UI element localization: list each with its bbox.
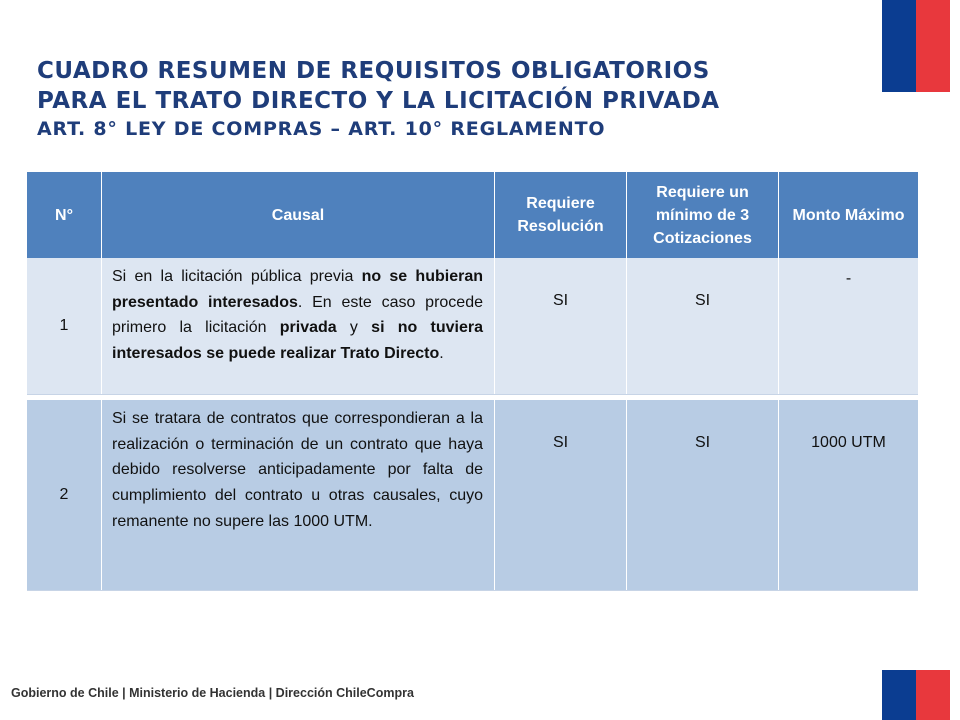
row-num: 2: [27, 400, 102, 590]
causal-bold-text: si no tuviera interesados se puede realizar Trato Directo: [112, 319, 484, 363]
page-title: [37, 56, 877, 142]
header-causal: Causal: [102, 172, 495, 258]
causal-bold-text: no se hubieran presentado interesados: [112, 268, 483, 311]
row-cotizaciones: SI: [627, 400, 779, 590]
row-cotizaciones: SI: [627, 258, 779, 394]
chile-flag-bottom: [882, 670, 950, 720]
header-monto: Monto Máximo: [792, 206, 905, 224]
row-monto: 1000 UTM: [811, 434, 886, 451]
causal-text: . En este caso procede primero la licitación: [112, 293, 484, 337]
table-row: [27, 400, 918, 591]
row-causal: [102, 258, 495, 394]
chile-flag-top: [882, 0, 950, 92]
requirements-table: [27, 172, 918, 591]
row-monto: -: [845, 270, 852, 287]
causal-text: y: [336, 319, 372, 337]
row-resolucion: SI: [495, 400, 627, 590]
row-resolucion: SI: [495, 258, 627, 394]
header-num: N°: [27, 172, 102, 258]
causal-text: .: [439, 345, 444, 363]
flag-red-stripe: [916, 670, 950, 720]
table-row: [27, 258, 918, 395]
row-causal: Si se tratara de contratos que correspondieran a la realización o terminación de un contrato que haya debido resolverse anticipadamente por falta de cumplimiento del contrato u otras causales, cuyo remanente no supere las 1000 UTM.: [102, 400, 495, 590]
causal-text: Si en la licitación pública previa: [112, 268, 362, 285]
footer-text: Gobierno de Chile | Ministerio de Hacienda | Dirección ChileCompra: [11, 686, 414, 700]
header-resolucion: Requiere Resolución: [495, 172, 627, 258]
table-header-row: [27, 172, 918, 258]
header-cotizaciones: Requiere un mínimo de 3 Cotizaciones: [627, 172, 779, 258]
title-line-3: ART. 8° LEY DE COMPRAS – ART. 10° REGLAMENTO: [37, 118, 606, 140]
title-line-2: PARA EL TRATO DIRECTO Y LA LICITACIÓN PRIVADA: [37, 88, 720, 114]
title-line-1: CUADRO RESUMEN DE REQUISITOS OBLIGATORIOS: [37, 58, 710, 84]
flag-blue-stripe: [882, 670, 916, 720]
flag-red-stripe: [916, 0, 950, 92]
causal-bold-text: privada: [279, 319, 337, 337]
row-num: 1: [27, 258, 102, 394]
flag-blue-stripe: [882, 0, 916, 92]
